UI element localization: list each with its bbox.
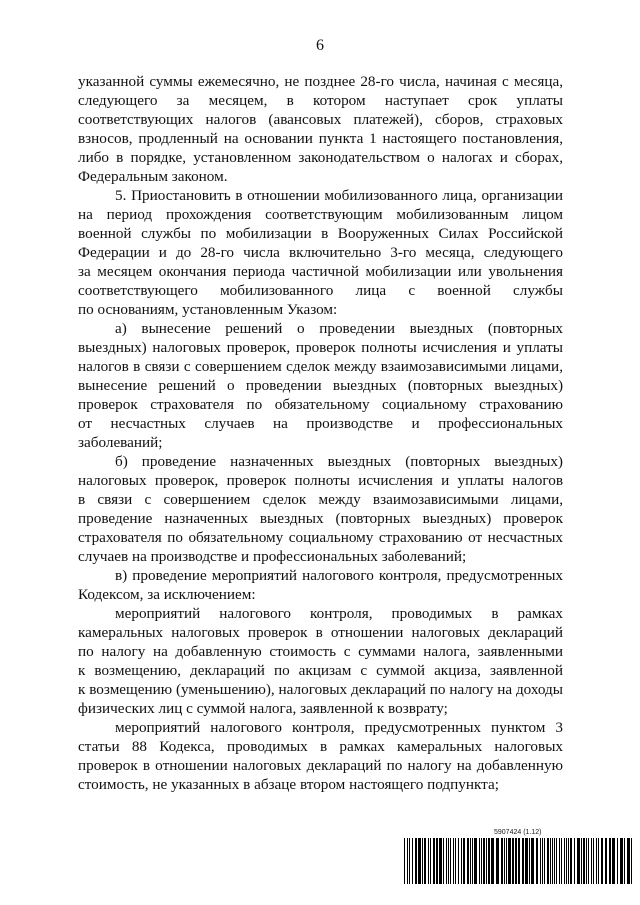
- paragraph: [78, 604, 563, 718]
- text-line: проведение назначенных выездных (повторных выездных) проверок: [78, 510, 563, 527]
- text-line: выездных) налоговых проверок, проверок полноты исчисления и уплаты: [78, 339, 563, 356]
- text-line: к возмещению, деклараций по акцизам с суммой акциза, заявленной: [78, 662, 563, 679]
- text-line: случаев на производстве и профессиональных заболеваний;: [78, 548, 467, 565]
- text-line: по основаниям, установленным Указом:: [78, 301, 338, 318]
- text-line: вынесение решений о проведении выездных (повторных выездных): [78, 377, 563, 394]
- text-line: в связи с совершением сделок между взаимозависимыми лицами,: [78, 491, 563, 508]
- text-line: страхователя по обязательному социальному страхованию от несчастных: [78, 529, 563, 546]
- text-line: от несчастных случаев на производстве и профессиональных заболеваний;: [78, 415, 563, 451]
- paragraph: [78, 319, 563, 452]
- text-line: на период прохождения соответствующим мобилизованным лицом: [78, 206, 563, 223]
- text-line: 5. Приостановить в отношении мобилизованного лица, организации: [115, 187, 563, 204]
- text-line: указанной суммы ежемесячно, не позднее 28-го числа, начиная с месяца,: [78, 73, 563, 90]
- text-line: мероприятий налогового контроля, проводимых в рамках: [115, 605, 563, 622]
- text-line: а) вынесение решений о проведении выездных (повторных: [115, 320, 563, 337]
- paragraph: [78, 72, 563, 186]
- text-line: физических лиц с суммой налога, заявленной к возврату;: [78, 700, 448, 717]
- paragraph: [78, 566, 563, 604]
- text-line: соответствующего мобилизованного лица с военной службы: [78, 282, 563, 299]
- text-line: мероприятий налогового контроля, предусмотренных пунктом 3: [115, 719, 563, 736]
- document-code: 5907424 (1.12): [494, 829, 542, 836]
- text-line: следующего за месяцем, в котором наступает срок уплаты: [78, 92, 563, 109]
- text-line: налогов в связи с совершением сделок между взаимозависимыми лицами,: [78, 358, 563, 375]
- text-line: к возмещению (уменьшению), налоговых деклараций по налогу на доходы: [78, 681, 563, 698]
- text-line: Федеральным законом.: [78, 168, 228, 185]
- text-line: камеральных налоговых проверок в отношении налоговых деклараций: [78, 624, 563, 641]
- document-body: [78, 72, 563, 794]
- text-line: проверок страхователя по обязательному социальному страхованию: [78, 396, 563, 413]
- text-line: в) проведение мероприятий налогового контроля, предусмотренных: [115, 567, 563, 584]
- text-line: военной службы по мобилизации в Вооруженных Силах Российской: [78, 225, 563, 242]
- text-line: налоговых проверок, проверок полноты исчисления и уплаты налогов: [78, 472, 563, 489]
- text-line: за месяцем окончания периода частичной мобилизации или увольнения: [78, 263, 563, 280]
- footer-barcode-block: [404, 828, 632, 886]
- text-line: Федерации и до 28-го числа включительно 3-го месяца, следующего: [78, 244, 563, 261]
- text-line: Кодексом, за исключением:: [78, 586, 256, 603]
- paragraph: [78, 452, 563, 566]
- text-line: либо в порядке, установленном законодательством о налогах и сборах,: [78, 149, 563, 166]
- paragraph: [78, 718, 563, 794]
- text-line: стоимость, не указанных в абзаце втором настоящего подпункта;: [78, 776, 499, 793]
- text-line: статьи 88 Кодекса, проводимых в рамках камеральных налоговых: [78, 738, 563, 755]
- text-line: соответствующих налогов (авансовых платежей), сборов, страховых: [78, 111, 563, 128]
- text-line: взносов, продленный на основании пункта 1 настоящего постановления,: [78, 130, 563, 147]
- barcode-icon: [404, 838, 632, 884]
- text-line: по налогу на добавленную стоимость с суммами налога, заявленными: [78, 643, 563, 660]
- page-number: 6: [316, 37, 324, 54]
- paragraph: [78, 186, 563, 319]
- text-line: б) проведение назначенных выездных (повторных выездных): [115, 453, 563, 470]
- text-line: проверок в отношении налоговых деклараций по налогу на добавленную: [78, 757, 563, 774]
